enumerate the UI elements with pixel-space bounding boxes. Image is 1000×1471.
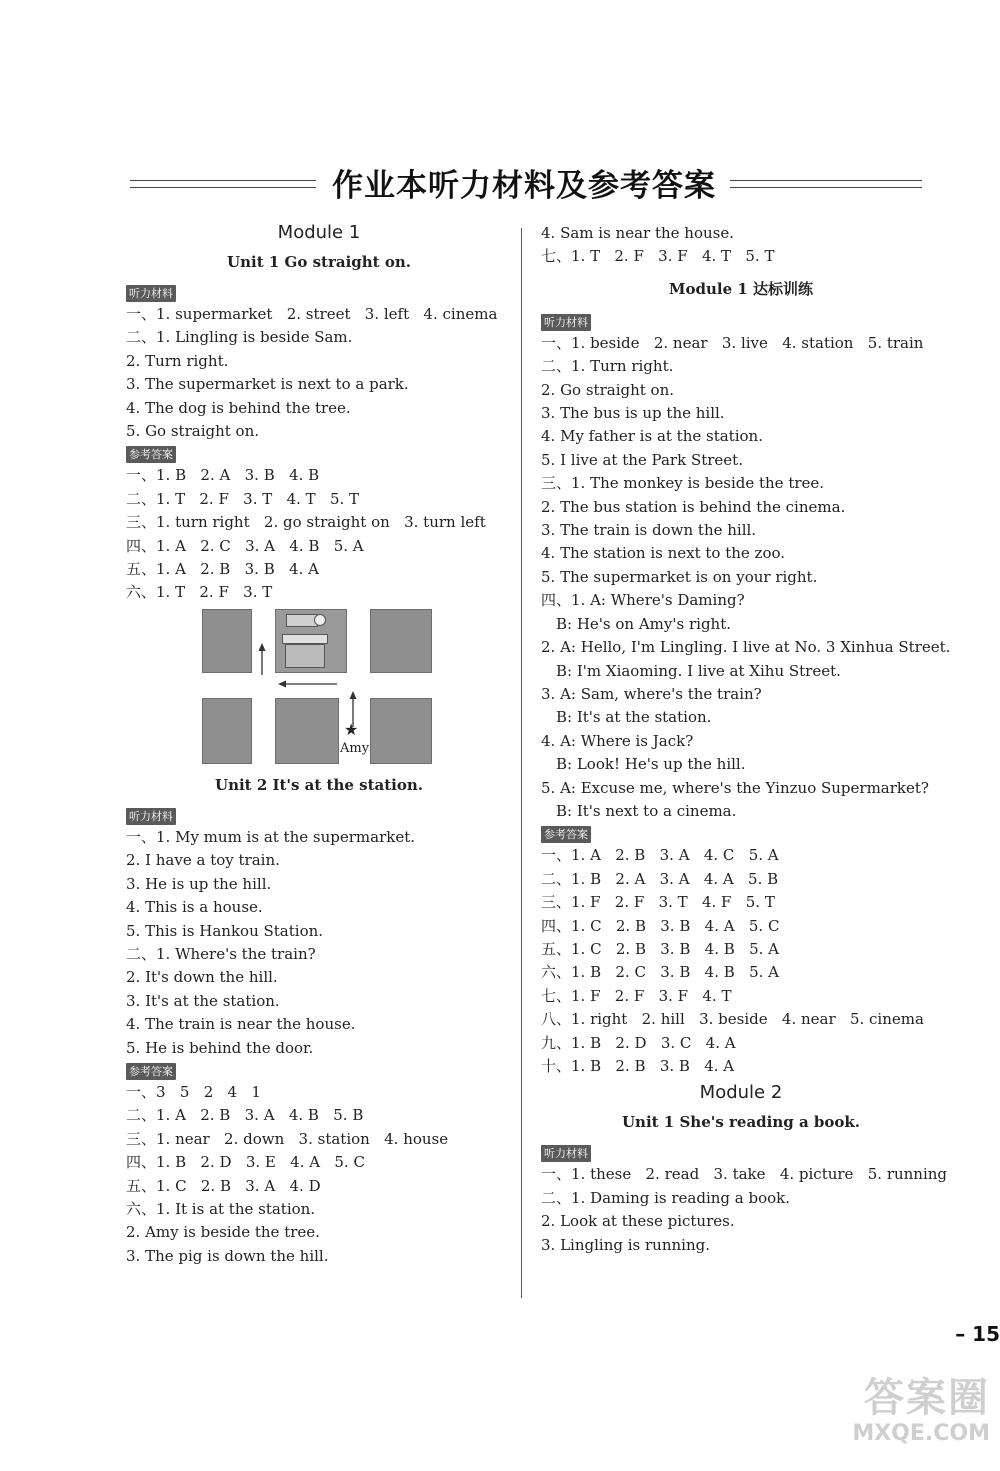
unit-heading: Unit 1 Go straight on. (227, 253, 411, 271)
answer-line: 4. Sam is near the house. (541, 224, 735, 242)
answer-line: 一、1. B 2. A 3. B 4. B (126, 466, 320, 485)
answer-line: 四、1. B 2. D 3. E 4. A 5. C (126, 1153, 365, 1172)
map-label-amy: Amy (340, 740, 370, 756)
answer-line: 三、1. near 2. down 3. station 4. house (126, 1129, 449, 1148)
answer-line: 九、1. B 2. D 3. C 4. A (541, 1033, 736, 1052)
answer-line: 2. Look at these pictures. (541, 1212, 735, 1231)
answer-line: 3. The bus is up the hill. (541, 404, 725, 423)
answer-line: 二、1. A 2. B 3. A 4. B 5. B (126, 1106, 364, 1125)
module-heading: Module 1 (277, 222, 361, 243)
label-badge: 参考答案 (126, 446, 176, 463)
answer-line: 二、1. B 2. A 3. A 4. A 5. B (541, 869, 779, 888)
answer-line: 2. A: Hello, I'm Lingling. I live at No. 3 Xinhua Street. (541, 638, 951, 657)
answer-line: 4. A: Where is Jack? (541, 731, 694, 750)
page-header (130, 160, 922, 210)
answer-line: 3. A: Sam, where's the train? (541, 684, 762, 703)
answer-line: 一、1. supermarket 2. street 3. left 4. cinema (126, 305, 498, 323)
answer-line: 一、1. My mum is at the supermarket. (126, 827, 415, 846)
answer-line: B: I'm Xiaoming. I live at Xihu Street. (556, 661, 841, 680)
answer-line: 七、1. T 2. F 3. F 4. T 5. T (541, 247, 775, 266)
module-heading: Module 2 (699, 1082, 783, 1104)
star-marker-icon: ★ (344, 719, 359, 739)
answer-line: 二、1. Lingling is beside Sam. (126, 328, 353, 347)
answer-line: 二、1. T 2. F 3. T 4. T 5. T (126, 489, 360, 508)
label-badge-row (541, 823, 941, 844)
answer-line: B: It's at the station. (556, 708, 712, 727)
label-badge: 听力材料 (126, 808, 176, 825)
answer-line: B: It's next to a cinema. (556, 801, 737, 820)
answer-line: 一、1. A 2. B 3. A 4. C 5. A (541, 846, 779, 865)
answer-line: 四、1. A: Where's Daming? (541, 591, 745, 610)
answer-line: 三、1. turn right 2. go straight on 3. turn left (126, 513, 486, 532)
answer-line: 2. The bus station is behind the cinema. (541, 497, 846, 516)
answer-line: 2. Turn right. (126, 351, 229, 370)
answer-line: 2. I have a toy train. (126, 851, 280, 870)
answer-line: 5. The supermarket is on your right. (541, 567, 818, 586)
label-badge: 听力材料 (541, 1145, 591, 1162)
title-rule-left (130, 180, 316, 188)
answer-line: 一、1. these 2. read 3. take 4. picture 5. running (541, 1165, 948, 1184)
answer-line: 一、1. beside 2. near 3. live 4. station 5. train (541, 333, 924, 352)
answer-line: 五、1. C 2. B 3. A 4. D (126, 1176, 321, 1195)
label-badge: 听力材料 (126, 285, 176, 302)
column-divider (521, 228, 522, 1298)
title-rule-right (730, 180, 922, 188)
answer-line: 4. The train is near the house. (126, 1015, 356, 1034)
street-map-figure (202, 609, 430, 763)
answer-line: 5. I live at the Park Street. (541, 450, 743, 469)
answer-line: 一、3 5 2 4 1 (126, 1082, 261, 1101)
answer-line: 五、1. C 2. B 3. B 4. B 5. A (541, 939, 779, 958)
unit-heading: Unit 1 She's reading a book. (621, 1113, 861, 1132)
answer-line: 3. He is up the hill. (126, 874, 272, 893)
label-badge: 听力材料 (541, 314, 591, 331)
label-badge: 参考答案 (541, 826, 591, 843)
answer-line: 七、1. F 2. F 3. F 4. T (541, 986, 732, 1005)
page-title: 作业本听力材料及参考答案 (332, 168, 716, 204)
watermark-logo: 答案圈 (864, 1375, 990, 1421)
answer-line: 3. It's at the station. (126, 991, 280, 1010)
answer-line: 5. Go straight on. (126, 422, 260, 441)
answer-line: 2. Go straight on. (541, 380, 675, 399)
answer-line: 4. This is a house. (126, 898, 263, 917)
answer-line: 二、1. Daming is reading a book. (541, 1188, 791, 1207)
label-badge-row (541, 1142, 941, 1163)
answer-line: 4. The station is next to the zoo. (541, 544, 786, 563)
section-heading: Module 1 达标训练 (668, 279, 814, 298)
answer-line: 三、1. F 2. F 3. T 4. F 5. T (541, 893, 775, 912)
answer-line: B: Look! He's up the hill. (556, 755, 746, 774)
answer-line: 六、1. B 2. C 3. B 4. B 5. A (541, 963, 779, 982)
answer-line: 二、1. Turn right. (541, 357, 674, 376)
unit-heading: Unit 2 It's at the station. (214, 775, 424, 794)
answer-line: 3. Lingling is running. (541, 1235, 710, 1254)
label-badge-row (126, 805, 512, 826)
answer-line: 4. The dog is behind the tree. (126, 398, 351, 417)
answer-line: 5. He is behind the door. (126, 1038, 314, 1057)
watermark-url: MXQE.COM (852, 1421, 990, 1446)
page-number: – 15 (955, 1322, 1000, 1346)
left-column (126, 218, 512, 1268)
label-badge-row (126, 282, 512, 303)
answer-line: 四、1. A 2. C 3. A 4. B 5. A (126, 536, 364, 555)
label-badge: 参考答案 (126, 1063, 176, 1080)
answer-line: B: He's on Amy's right. (556, 614, 731, 633)
answer-line: 2. Amy is beside the tree. (126, 1223, 320, 1242)
answer-line: 4. My father is at the station. (541, 427, 763, 446)
answer-line: 5. This is Hankou Station. (126, 921, 324, 940)
watermark (820, 1375, 990, 1447)
right-column (541, 222, 951, 1257)
answer-line: 八、1. right 2. hill 3. beside 4. near 5. cinema (541, 1010, 924, 1029)
answer-line: 3. The train is down the hill. (541, 521, 757, 540)
label-badge-row (126, 1060, 512, 1081)
answer-line: 二、1. Where's the train? (126, 944, 316, 963)
answer-line: 四、1. C 2. B 3. B 4. A 5. C (541, 916, 780, 935)
answer-line: 2. It's down the hill. (126, 968, 278, 987)
answer-line: 3. The pig is down the hill. (126, 1246, 329, 1265)
answer-line: 十、1. B 2. B 3. B 4. A (541, 1057, 735, 1075)
answer-line: 3. The supermarket is next to a park. (126, 375, 409, 394)
answer-line: 六、1. It is at the station. (126, 1199, 316, 1218)
answer-line: 三、1. The monkey is beside the tree. (541, 474, 825, 493)
answer-line: 六、1. T 2. F 3. T (126, 583, 273, 602)
route-arrows (202, 609, 430, 763)
label-badge-row (126, 443, 512, 464)
answer-line: 五、1. A 2. B 3. B 4. A (126, 560, 319, 579)
label-badge-row (541, 311, 941, 332)
answer-line: 5. A: Excuse me, where's the Yinzuo Supermarket? (541, 778, 929, 797)
